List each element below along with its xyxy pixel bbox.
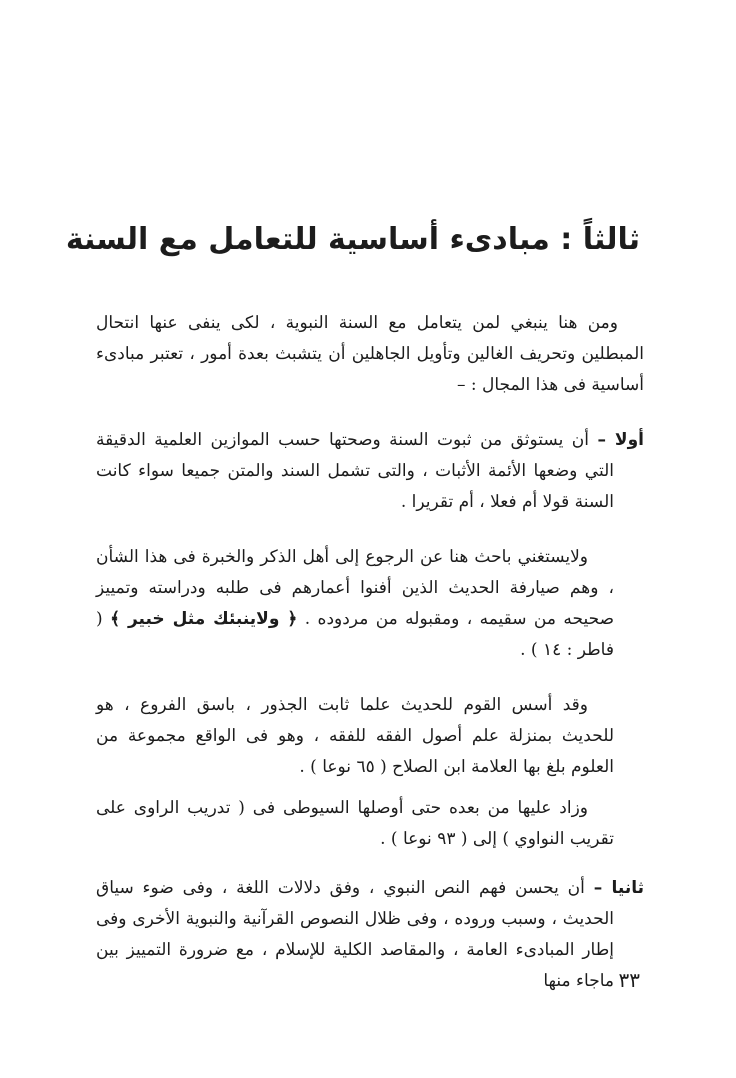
point-second-text: أن يحسن فهم النص النبوي ، وفق دلالات اللغة ، وفى ضوء سياق الحديث ، وسبب وروده ، وفى ظلال النصوص القرآنية والنبوية الأخرى وفى إطار المبادىء العامة ، والمقاصد الكلية للإسلام ، مع ضرورة التمييز بين ماجاء منها [96,878,614,991]
quran-quote: ﴿ ولاينبئك مثل خبير ﴾ [110,609,298,629]
section-label: ثالثاً : [560,222,640,257]
point-second [96,873,644,997]
point-first [96,425,644,518]
body-text [96,308,644,997]
experts-text: ولايستغني باحث هنا عن الرجوع إلى أهل الذكر والخبرة فى هذا الشأن ، وهم صيارفة الحديث الذين أفنوا أعمارهم فى طلبه ودراسته وتمييز صحيحه من سقيمه ، ومقبوله من مردوده . [96,547,615,629]
foundations-paragraph: وقد أسس القوم للحديث علما ثابت الجذور ، باسق الفروع ، هو للحديث بمنزلة علم أصول الفقه للفقه ، وهو فى الواقع مجموعة من العلوم بلغ بها العلامة ابن الصلاح ( ٦٥ نوعا ) . [96,695,614,777]
intro-paragraph: ومن هنا ينبغي لمن يتعامل مع السنة النبوية ، لكى ينفى عنها انتحال المبطلين وتحريف الغالين وتأويل الجاهلين أن يتشبث بعدة أمور ، تعتبر مبادىء أساسية فى هذا المجال : – [96,313,644,395]
suyuti-paragraph: وزاد عليها من بعده حتى أوصلها السيوطى فى ( تدريب الراوى على تقريب النواوي ) إلى ( ٩٣ نوعا ) . [96,798,614,849]
experts-paragraph [96,542,644,666]
point-first-text: أن يستوثق من ثبوت السنة وصحتها حسب الموازين العلمية الدقيقة التي وضعها الأئمة الأثبات ، والتى تشمل السند والمتن جميعا سواء كانت السنة قولا أم فعلا ، أم تقريرا . [96,430,614,512]
point-second-marker: ثانيا – [593,878,644,898]
section-heading [65,214,640,266]
page-number: ٣٣ [618,968,640,992]
point-first-marker: أولا – [597,430,644,450]
section-title: مبادىء أساسية للتعامل مع السنة [65,222,550,257]
quran-citation: ( فاطر : ١٤ ) . [96,609,614,660]
